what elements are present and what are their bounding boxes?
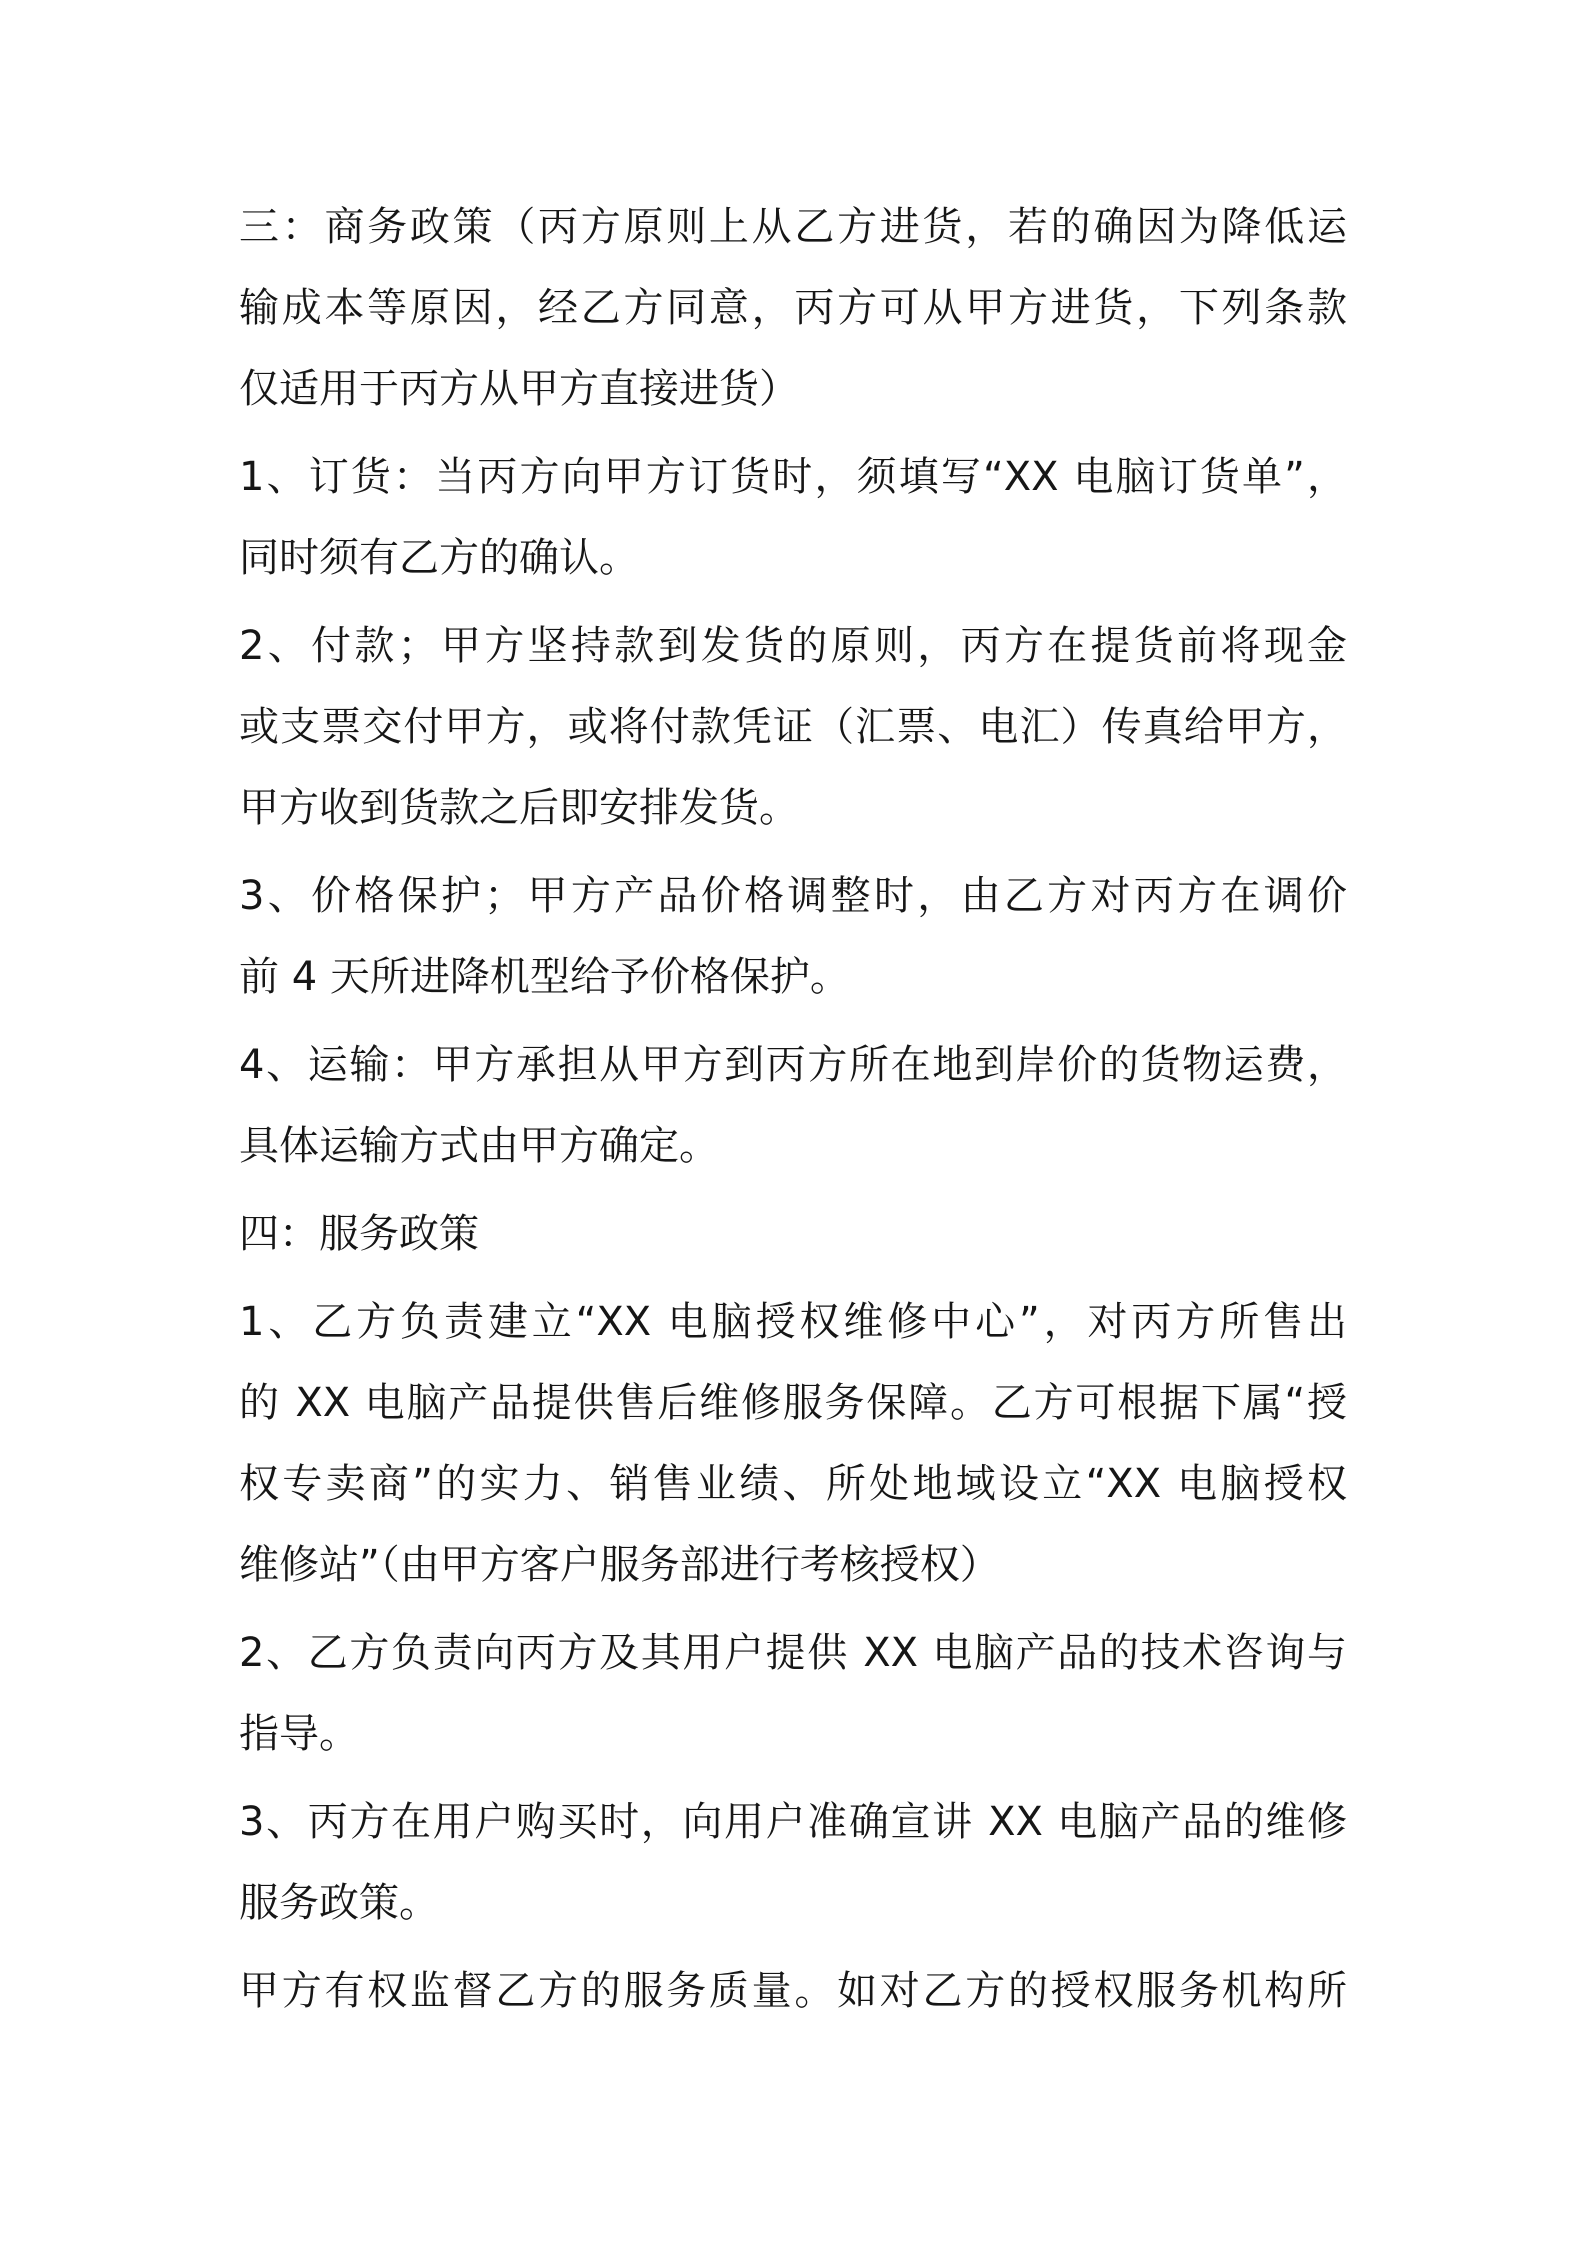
text-line: 或支票交付甲方，或将付款凭证（汇票、电汇）传真给甲方， [239, 704, 1347, 750]
clause-technical-consulting [239, 1613, 1347, 1775]
text-line: 同时须有乙方的确认。 [239, 535, 639, 581]
text-line: 1、订货：当丙方向甲方订货时，须填写“XX 电脑订货单”， [239, 454, 1347, 500]
text-line: 指导。 [239, 1711, 359, 1757]
clause-service-center [239, 1282, 1347, 1606]
text-line: 维修站”（由甲方客户服务部进行考核授权） [239, 1542, 1000, 1588]
clause-payment [239, 606, 1347, 849]
clause-service-policy-explanation [239, 1782, 1347, 1944]
text-line: 3、价格保护；甲方产品价格调整时，由乙方对丙方在调价 [239, 873, 1347, 919]
text-line: 的 XX 电脑产品提供售后维修服务保障。乙方可根据下属“授 [239, 1380, 1347, 1426]
clause-price-protection [239, 856, 1347, 1018]
section-3-business-policy [239, 187, 1347, 430]
text-line: 甲方有权监督乙方的服务质量。如对乙方的授权服务机构所 [239, 1968, 1347, 2014]
text-line: 具体运输方式由甲方确定。 [239, 1123, 719, 1169]
text-line: 2、乙方负责向丙方及其用户提供 XX 电脑产品的技术咨询与 [239, 1630, 1347, 1676]
document-page [239, 187, 1347, 2039]
text-line: 服务政策。 [239, 1880, 439, 1926]
text-line: 前 4 天所进降机型给予价格保护。 [239, 954, 850, 1000]
section-4-service-policy-heading [239, 1194, 1347, 1275]
text-line: 4、运输：甲方承担从甲方到丙方所在地到岸价的货物运费， [239, 1042, 1347, 1088]
text-line: 3、丙方在用户购买时，向用户准确宣讲 XX 电脑产品的维修 [239, 1799, 1347, 1845]
text-line: 三：商务政策（丙方原则上从乙方进货，若的确因为降低运 [239, 204, 1347, 250]
text-line: 1、乙方负责建立“XX 电脑授权维修中心”，对丙方所售出 [239, 1299, 1347, 1345]
text-line: 甲方收到货款之后即安排发货。 [239, 785, 799, 831]
clause-service-supervision [239, 1951, 1347, 2032]
text-line: 仅适用于丙方从甲方直接进货） [239, 366, 799, 412]
text-line: 四：服务政策 [239, 1211, 479, 1257]
clause-transport [239, 1025, 1347, 1187]
clause-ordering [239, 437, 1347, 599]
text-line: 权专卖商”的实力、销售业绩、所处地域设立“XX 电脑授权 [239, 1461, 1347, 1507]
text-line: 2、付款；甲方坚持款到发货的原则，丙方在提货前将现金 [239, 623, 1347, 669]
text-line: 输成本等原因，经乙方同意，丙方可从甲方进货，下列条款 [239, 285, 1347, 331]
